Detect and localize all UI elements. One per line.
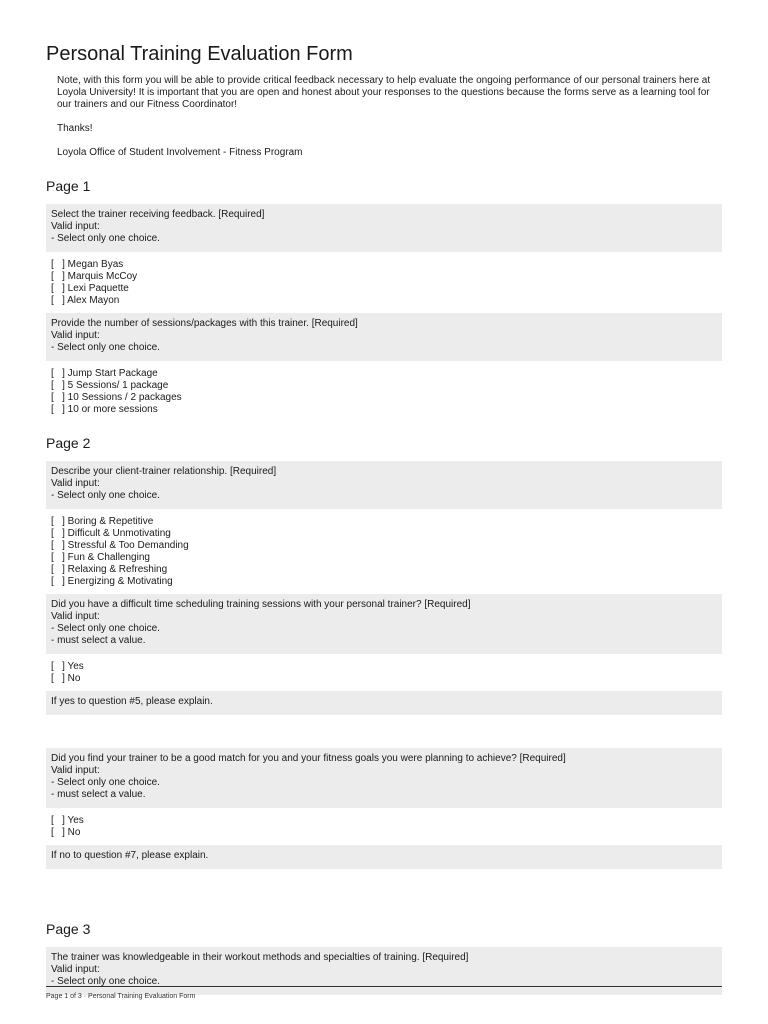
answer-space[interactable] [46,876,722,902]
validation-rule: - Select only one choice. [51,623,160,634]
question-scheduling [46,594,722,654]
option-lexi-paquette[interactable]: [ ] Lexi Paquette [51,283,129,294]
question-prompt: Select the trainer receiving feedback. [Required] [51,209,265,220]
option-yes[interactable]: [ ] Yes [51,661,84,672]
option-stressful[interactable]: [ ] Stressful & Too Demanding [51,540,189,551]
option-marquis-mccoy[interactable]: [ ] Marquis McCoy [51,271,138,282]
question-prompt: Provide the number of sessions/packages with this trainer. [Required] [51,318,358,329]
validation-rule: - Select only one choice. [51,777,160,788]
question-prompt: If yes to question #5, please explain. [51,696,213,707]
validation-rule: - must select a value. [51,635,146,646]
option-10-or-more[interactable]: [ ] 10 or more sessions [51,404,158,415]
valid-input-label: Valid input: [51,221,100,232]
valid-input-label: Valid input: [51,478,100,489]
option-megan-byas[interactable]: [ ] Megan Byas [51,259,124,270]
valid-input-label: Valid input: [51,330,100,341]
option-no[interactable]: [ ] No [51,673,81,684]
intro-block [57,75,722,159]
intro-thanks: Thanks! [57,123,93,134]
valid-input-label: Valid input: [51,611,100,622]
validation-rule: - Select only one choice. [51,490,160,501]
question-prompt: Describe your client-trainer relationship. [Required] [51,466,277,477]
valid-input-label: Valid input: [51,765,100,776]
question-sessions [46,313,722,361]
option-5-sessions[interactable]: [ ] 5 Sessions/ 1 package [51,380,169,391]
question-prompt: The trainer was knowledgeable in their workout methods and specialties of training. [Required] [51,952,469,963]
option-difficult[interactable]: [ ] Difficult & Unmotivating [51,528,171,539]
question-scheduling-explain [46,691,722,715]
page-footer: Page 1 of 3 · Personal Training Evaluation Form [46,993,196,1000]
sessions-options [51,368,722,416]
option-relaxing[interactable]: [ ] Relaxing & Refreshing [51,564,168,575]
intro-note: Note, with this form you will be able to provide critical feedback necessary to help evaluate the ongoing performance of our personal trainers here at Loyola University! It is important that you are open and honest about your responses to the questions because the forms serve as a learning tool for our trainers and our Fitness Coordinator! [57,75,711,110]
question-good-match [46,748,722,808]
relationship-options [51,516,722,588]
answer-space[interactable] [46,722,722,748]
question-prompt: If no to question #7, please explain. [51,850,209,861]
option-jump-start[interactable]: [ ] Jump Start Package [51,368,158,379]
form-page [46,0,722,1002]
good-match-options [51,815,722,839]
intro-signature: Loyola Office of Student Involvement - Fitness Program [57,147,303,158]
form-title: Personal Training Evaluation Form [46,43,353,65]
scheduling-options [51,661,722,685]
trainer-options [51,259,722,307]
validation-rule: - Select only one choice. [51,976,160,987]
question-relationship [46,461,722,509]
option-no[interactable]: [ ] No [51,827,81,838]
question-good-match-explain [46,845,722,869]
option-10-sessions[interactable]: [ ] 10 Sessions / 2 packages [51,392,182,403]
option-alex-mayon[interactable]: [ ] Alex Mayon [51,295,120,306]
page3-heading: Page 3 [46,921,91,937]
footer-divider [46,986,722,987]
option-boring[interactable]: [ ] Boring & Repetitive [51,516,154,527]
validation-rule: - Select only one choice. [51,342,160,353]
question-trainer [46,204,722,252]
option-fun[interactable]: [ ] Fun & Challenging [51,552,150,563]
question-knowledgeable [46,947,722,995]
page2-heading: Page 2 [46,435,91,451]
question-prompt: Did you find your trainer to be a good match for you and your fitness goals you were planning to achieve? [Required] [51,753,566,764]
validation-rule: - must select a value. [51,789,146,800]
page1-heading: Page 1 [46,178,91,194]
option-energizing[interactable]: [ ] Energizing & Motivating [51,576,173,587]
question-prompt: Did you have a difficult time scheduling training sessions with your personal trainer? [Required] [51,599,471,610]
valid-input-label: Valid input: [51,964,100,975]
validation-rule: - Select only one choice. [51,233,160,244]
option-yes[interactable]: [ ] Yes [51,815,84,826]
